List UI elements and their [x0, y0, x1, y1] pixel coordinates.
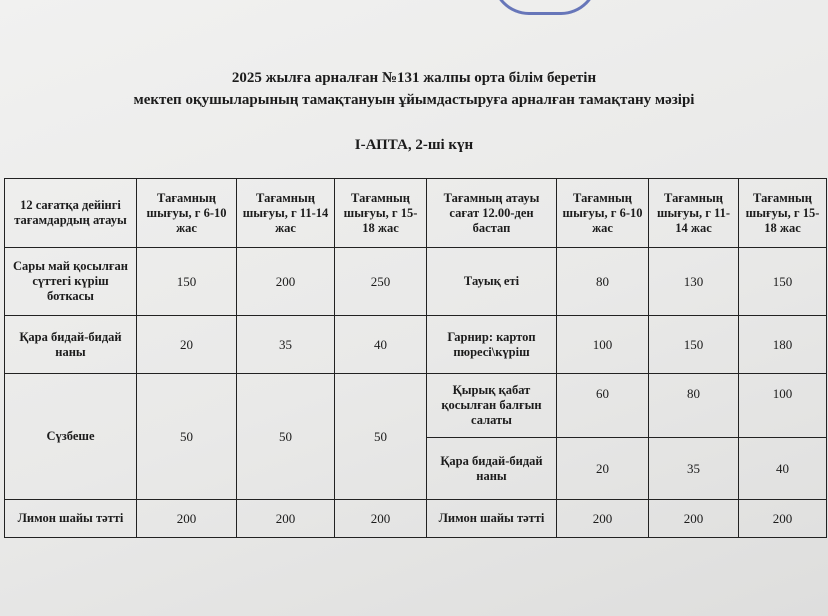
afternoon-value: 150 [649, 316, 739, 374]
document-title-line1: 2025 жылға арналған №131 жалпы орта білім беретін [231, 70, 597, 86]
stamp-seal [492, 0, 598, 15]
header-morning-11-14: Тағамның шығуы, г 11-14 жас [237, 179, 335, 248]
morning-value: 150 [137, 248, 237, 316]
afternoon-dish-name: Қара бидай-бидай наны [427, 438, 557, 500]
menu-table [4, 178, 827, 538]
afternoon-dish-name: Лимон шайы тәтті [427, 500, 557, 538]
afternoon-value: 60 [557, 374, 649, 438]
afternoon-value: 35 [649, 438, 739, 500]
afternoon-value: 200 [649, 500, 739, 538]
afternoon-value: 20 [557, 438, 649, 500]
afternoon-value: 80 [557, 248, 649, 316]
morning-dish-name: Сары май қосылған сүттегі күріш боткасы [5, 248, 137, 316]
table-row [5, 374, 827, 438]
afternoon-value: 200 [557, 500, 649, 538]
header-afternoon-dish: Тағамның атауы сағат 12.00-ден бастап [427, 179, 557, 248]
morning-value: 200 [335, 500, 427, 538]
table-header-row [5, 179, 827, 248]
afternoon-value: 100 [557, 316, 649, 374]
morning-value: 200 [237, 500, 335, 538]
week-day-label: І-АПТА, 2-ші күн [354, 137, 474, 153]
header-morning-15-18: Тағамның шығуы, г 15-18 жас [335, 179, 427, 248]
document-title-line2: мектеп оқушыларының тамақтануын ұйымдастыруға арналған тамақтану мәзірі [133, 92, 695, 108]
afternoon-dish-name: Тауық еті [427, 248, 557, 316]
afternoon-value: 150 [739, 248, 827, 316]
morning-value: 50 [137, 374, 237, 500]
morning-value: 50 [335, 374, 427, 500]
morning-dish-name: Сүзбеше [5, 374, 137, 500]
afternoon-value: 40 [739, 438, 827, 500]
morning-value: 200 [237, 248, 335, 316]
header-afternoon-6-10: Тағамның шығуы, г 6-10 жас [557, 179, 649, 248]
morning-value: 40 [335, 316, 427, 374]
afternoon-dish-name: Қырық қабат қосылған балғын салаты [427, 374, 557, 438]
morning-value: 50 [237, 374, 335, 500]
morning-dish-name: Қара бидай-бидай наны [5, 316, 137, 374]
afternoon-dish-name: Гарнир: картоп пюресі\күріш [427, 316, 557, 374]
table-row [5, 316, 827, 374]
morning-dish-name: Лимон шайы тәтті [5, 500, 137, 538]
morning-value: 200 [137, 500, 237, 538]
morning-value: 250 [335, 248, 427, 316]
header-morning-6-10: Тағамның шығуы, г 6-10 жас [137, 179, 237, 248]
header-morning-dish: 12 сағатқа дейінгі тағамдардың атауы [5, 179, 137, 248]
table-row [5, 248, 827, 316]
morning-value: 35 [237, 316, 335, 374]
afternoon-value: 180 [739, 316, 827, 374]
morning-value: 20 [137, 316, 237, 374]
afternoon-value: 200 [739, 500, 827, 538]
table-row [5, 500, 827, 538]
afternoon-value: 80 [649, 374, 739, 438]
header-afternoon-11-14: Тағамның шығуы, г 11-14 жас [649, 179, 739, 248]
afternoon-value: 130 [649, 248, 739, 316]
afternoon-value: 100 [739, 374, 827, 438]
header-afternoon-15-18: Тағамның шығуы, г 15-18 жас [739, 179, 827, 248]
